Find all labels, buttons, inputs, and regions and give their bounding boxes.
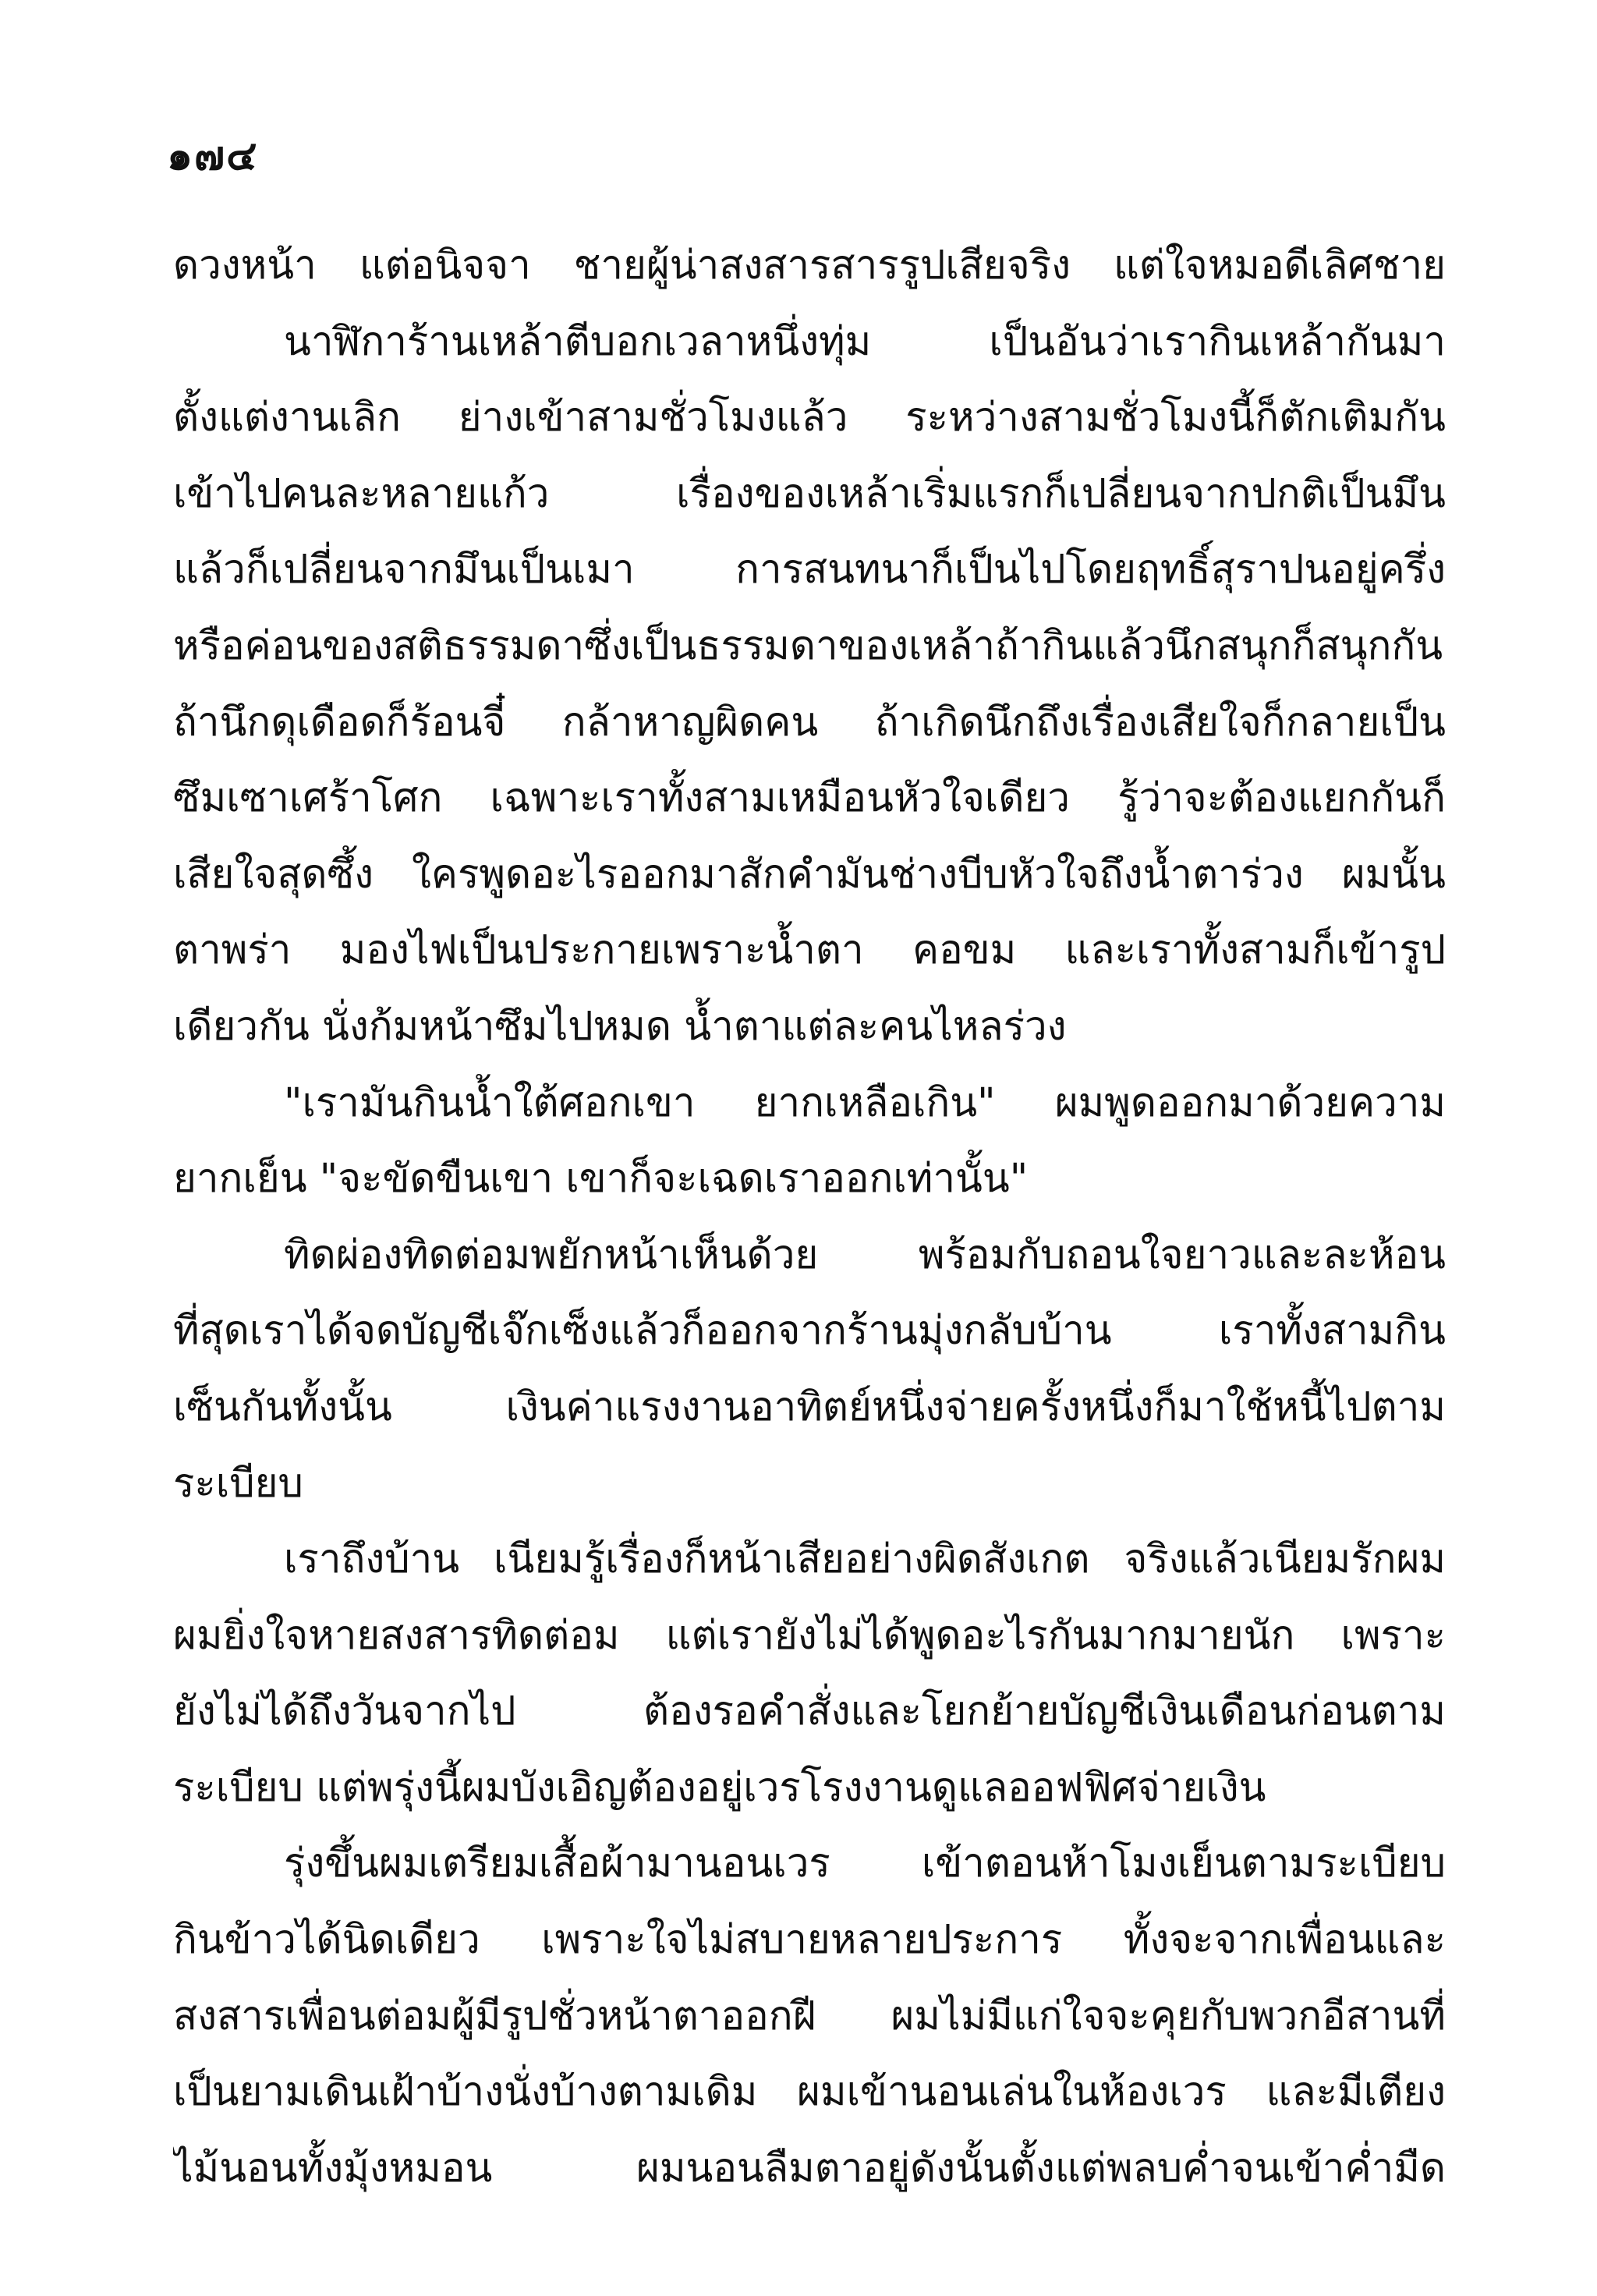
text-line: ตั้งแต่งานเลิก ย่างเข้าสามชั่วโมงแล้ว ระหว่างสามชั่วโมงนี้ก็ตักเติมกัน: [173, 395, 1446, 441]
text-line: เข้าไปคนละหลายแก้ว เรื่องของเหล้าเริ่มแรกก็เปลี่ยนจากปกติเป็นมึน: [173, 470, 1446, 517]
text-line: "เรามันกินน้ำใต้ศอกเขา ยากเหลือเกิน" ผมพูดออกมาด้วยความ: [284, 1079, 1446, 1126]
text-line: ไม้นอนทั้งมุ้งหมอน ผมนอนลืมตาอยู่ดังนั้นตั้งแต่พลบค่ำจนเข้าค่ำมืด: [173, 2145, 1446, 2191]
text-line: กินข้าวได้นิดเดียว เพราะใจไม่สบายหลายประการ ทั้งจะจากเพื่อนและ: [173, 1917, 1446, 1964]
page-number: ๑๗๔: [167, 133, 259, 179]
text-line: ทิดผ่องทิดต่อมพยักหน้าเห็นด้วย พร้อมกับถอนใจยาวและละห้อน: [284, 1231, 1446, 1278]
text-line: หรือค่อนของสติธรรมดาซึ่งเป็นธรรมดาของเหล้าถ้ากินแล้วนึกสนุกก็สนุกกัน: [173, 622, 1443, 669]
text-line: เราถึงบ้าน เนียมรู้เรื่องก็หน้าเสียอย่างผิดสังเกต จริงแล้วเนียมรักผม: [284, 1536, 1446, 1583]
text-line: ดวงหน้า แต่อนิจจา ชายผู้น่าสงสารสารรูปเสียจริง แต่ใจหมอดีเลิศชาย: [173, 243, 1446, 289]
body-text: [173, 228, 1446, 2206]
text-line: แล้วก็เปลี่ยนจากมึนเป็นเมา การสนทนาก็เป็นไปโดยฤทธิ์สุราปนอยู่ครึ่ง: [173, 547, 1446, 593]
text-line: ยากเย็น "จะขัดขืนเขา เขาก็จะเฉดเราออกเท่านั้น": [173, 1156, 1029, 1203]
text-line: รุ่งขึ้นผมเตรียมเสื้อผ้ามานอนเวร เข้าตอนห้าโมงเย็นตามระเบียบ: [284, 1841, 1446, 1887]
text-line: นาฬิการ้านเหล้าตีบอกเวลาหนึ่งทุ่ม เป็นอันว่าเรากินเหล้ากันมา: [284, 318, 1446, 365]
text-line: ยังไม่ได้ถึงวันจากไป ต้องรอคำสั่งและโยกย้ายบัญชีเงินเดือนก่อนตาม: [173, 1688, 1446, 1735]
text-line: ระเบียบ: [173, 1460, 303, 1507]
text-line: ถ้านึกดุเดือดก็ร้อนจี๋ กล้าหาญผิดคน ถ้าเกิดนึกถึงเรื่องเสียใจก็กลายเป็น: [173, 699, 1446, 746]
text-line: เซ็นกันทั้งนั้น เงินค่าแรงงานอาทิตย์หนึ่งจ่ายครั้งหนึ่งก็มาใช้หนี้ไปตาม: [173, 1384, 1446, 1430]
text-line: สงสารเพื่อนต่อมผู้มีรูปชั่วหน้าตาออกฝี ผมไม่มีแก่ใจจะคุยกับพวกอีสานที่: [173, 1993, 1446, 2039]
text-line: เดียวกัน นั่งก้มหน้าซึมไปหมด น้ำตาแต่ละคนไหลร่วง: [173, 1003, 1067, 1050]
text-line: ที่สุดเราได้จดบัญชีเจ๊กเซ็งแล้วก็ออกจากร้านมุ่งกลับบ้าน เราทั้งสามกิน: [173, 1308, 1446, 1355]
text-line: ซึมเซาเศร้าโศก เฉพาะเราทั้งสามเหมือนหัวใจเดียว รู้ว่าจะต้องแยกกันก็: [173, 775, 1446, 822]
text-line: เป็นยามเดินเฝ้าบ้างนั่งบ้างตามเดิม ผมเข้านอนเล่นในห้องเวร และมีเตียง: [173, 2069, 1446, 2116]
text-line: ผมยิ่งใจหายสงสารทิดต่อม แต่เรายังไม่ได้พูดอะไรกันมากมายนัก เพราะ: [173, 1612, 1446, 1659]
text-line: ระเบียบ แต่พรุ่งนี้ผมบังเอิญต้องอยู่เวรโรงงานดูแลออฟฟิศจ่ายเงิน: [173, 1764, 1266, 1811]
text-line: ตาพร่า มองไฟเป็นประกายเพราะน้ำตา คอขม และเราทั้งสามก็เข้ารูป: [173, 927, 1446, 974]
text-line: เสียใจสุดซึ้ง ใครพูดอะไรออกมาสักคำมันช่างบีบหัวใจถึงน้ำตาร่วง ผมนั้น: [173, 851, 1446, 898]
